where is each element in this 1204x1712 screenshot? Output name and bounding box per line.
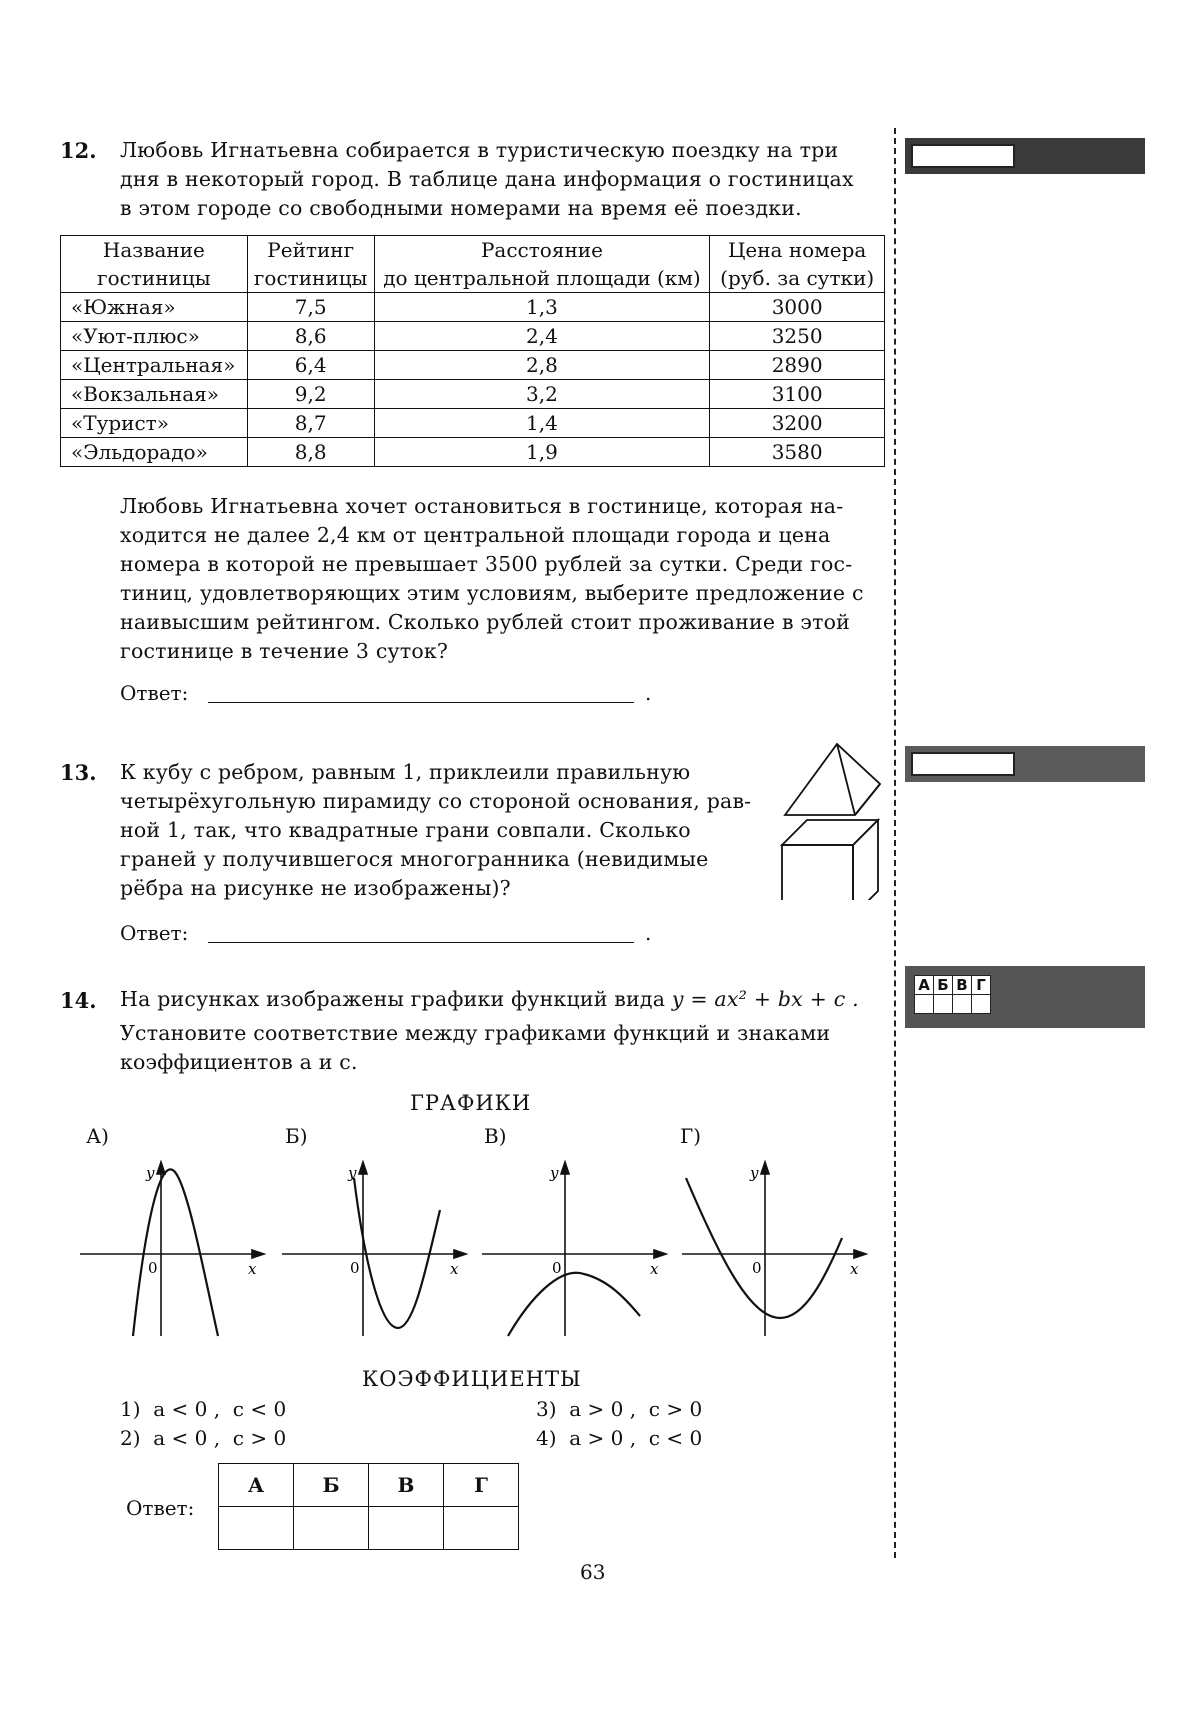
answer-12-period: . [645,681,652,705]
answer-box-12 [905,138,1145,174]
answer-cell-g[interactable] [444,1507,519,1550]
y-axis-arrow [761,1162,769,1174]
y-axis-label: y [750,1164,759,1182]
abvg-header [915,976,991,995]
table-row [61,322,885,351]
origin-label: 0 [350,1259,360,1277]
text-line: четырёхугольную пирамиду со стороной основания, рав- [120,789,752,813]
graph-v [480,1158,670,1343]
graph-b [280,1158,470,1343]
cell-name: «Эльдорадо» [61,438,248,467]
y-axis-label: y [550,1164,559,1182]
graph-label-g: Г) [680,1124,702,1148]
coefficients-heading: КОЭФФИЦИЕНТЫ [362,1367,582,1391]
answer-col-b: Б [294,1464,369,1507]
body-line: наивысшим рейтингом. Сколько рублей стоит проживание в этой [120,610,851,634]
cut-line [894,128,896,1558]
parabola-curve [354,1178,440,1328]
option-1: 1) a < 0 , c < 0 [120,1397,287,1421]
cell-name: «Центральная» [61,351,248,380]
table-header-row [61,264,885,293]
cell-price: 3100 [710,380,885,409]
header-distance: Расстояние [374,236,710,265]
answer-13-field[interactable] [208,920,634,943]
answer-14-label: Ответ: [126,1496,195,1520]
cell-price: 2890 [710,351,885,380]
y-axis-label: y [348,1164,357,1182]
answer-input-row [219,1507,519,1550]
x-axis-arrow [854,1250,866,1258]
answer-col-a: А [219,1464,294,1507]
answer-box-12-field[interactable] [911,144,1015,168]
abvg-b: Б [934,976,953,995]
problem-14-text: На рисунках изображены графики функций вида [120,987,672,1011]
answer-cell-v[interactable] [369,1507,444,1550]
cell-rating: 8,7 [247,409,374,438]
header-distance-2: до центральной площади (км) [374,264,710,293]
abvg-v: В [953,976,972,995]
abvg-cell-g[interactable] [972,995,991,1014]
y-axis-arrow [561,1162,569,1174]
problem-13-text [120,758,752,903]
cell-name: «Вокзальная» [61,380,248,409]
answer-box-14-grid [914,975,991,1014]
header-name: Название [61,236,248,265]
cell-price: 3000 [710,293,885,322]
parabola-curve [133,1169,218,1336]
cell-distance: 1,9 [374,438,710,467]
answer-box-13 [905,746,1145,782]
text-line: рёбра на рисунке не изображены)? [120,876,511,900]
cell-name: «Южная» [61,293,248,322]
pyramid-edge [837,744,855,815]
graph-label-b: Б) [285,1124,308,1148]
graph-a [78,1158,268,1343]
option-3: 3) a > 0 , c > 0 [536,1397,703,1421]
page-number: 63 [580,1560,606,1584]
problem-14-text-rest [120,1019,885,1077]
answer-13-label: Ответ: [120,921,189,945]
pyramid-base-edge [855,784,880,815]
origin-label: 0 [752,1259,762,1277]
x-axis-arrow [454,1250,466,1258]
header-price: Цена номера [710,236,885,265]
abvg-g: Г [972,976,991,995]
intro-line: дня в некоторый город. В таблице дана информация о гостиницах [120,167,854,191]
cell-distance: 2,4 [374,322,710,351]
answer-cell-b[interactable] [294,1507,369,1550]
abvg-cell-v[interactable] [953,995,972,1014]
parabola-curve [508,1273,640,1336]
formula: y = ax² + bx + c . [671,987,859,1011]
cell-rating: 8,8 [247,438,374,467]
problem-12-intro [120,136,885,223]
abvg-cell-b[interactable] [934,995,953,1014]
cell-distance: 2,8 [374,351,710,380]
cell-price: 3200 [710,409,885,438]
header-rating-2: гостиницы [247,264,374,293]
cube-top [782,820,878,845]
x-axis-label: x [850,1260,859,1278]
abvg-cells [915,995,991,1014]
answer-col-v: В [369,1464,444,1507]
answer-12-label: Ответ: [120,681,189,705]
x-axis-label: x [248,1260,257,1278]
problem-12-body [120,492,885,666]
table-row [61,351,885,380]
x-axis-label: x [650,1260,659,1278]
cube-side [853,820,878,900]
x-axis-arrow [654,1250,666,1258]
cube-pyramid-figure [775,740,890,900]
parabola-curve [686,1178,842,1318]
cell-distance: 1,4 [374,409,710,438]
cell-rating: 6,4 [247,351,374,380]
answer-13-period: . [645,921,652,945]
graph-label-a: А) [86,1124,109,1148]
cell-distance: 1,3 [374,293,710,322]
body-line: тиниц, удовлетворяющих этим условиям, выберите предложение с [120,581,864,605]
answer-header-row [219,1464,519,1507]
hotels-table [60,235,885,467]
answer-12-field[interactable] [208,680,634,703]
table-row [61,409,885,438]
header-rating: Рейтинг [247,236,374,265]
y-axis-label: y [146,1164,155,1182]
answer-col-g: Г [444,1464,519,1507]
cell-rating: 8,6 [247,322,374,351]
x-axis-label: x [450,1260,459,1278]
cube-front [782,845,853,900]
body-line: гостинице в течение 3 суток? [120,639,449,663]
answer-cell-a[interactable] [219,1507,294,1550]
abvg-a: А [915,976,934,995]
text-line: К кубу с ребром, равным 1, приклеили правильную [120,760,691,784]
cell-price: 3580 [710,438,885,467]
text-line: ной 1, так, что квадратные грани совпали. Сколько [120,818,691,842]
body-line: номера в которой не превышает 3500 рублей за сутки. Среди гос- [120,552,853,576]
header-price-2: (руб. за сутки) [710,264,885,293]
option-2: 2) a < 0 , c > 0 [120,1426,287,1450]
cell-name: «Турист» [61,409,248,438]
table-row [61,438,885,467]
answer-box-13-field[interactable] [911,752,1015,776]
body-line: Любовь Игнатьевна хочет остановиться в гостинице, которая на- [120,494,844,518]
option-4: 4) a > 0 , c < 0 [536,1426,703,1450]
table-row [61,380,885,409]
abvg-cell-a[interactable] [915,995,934,1014]
problem-13-number: 13. [60,760,97,785]
table-row [61,293,885,322]
text-line: граней у получившегося многогранника (невидимые [120,847,709,871]
cell-name: «Уют-плюс» [61,322,248,351]
text-line: коэффициентов a и c. [120,1050,358,1074]
problem-12-number: 12. [60,138,97,163]
origin-label: 0 [552,1259,562,1277]
text-line: Установите соответствие между графиками функций и знаками [120,1021,831,1045]
graph-label-v: В) [484,1124,507,1148]
cell-rating: 9,2 [247,380,374,409]
header-name-2: гостиницы [61,264,248,293]
table-header-row [61,236,885,265]
intro-line: Любовь Игнатьевна собирается в туристическую поездку на три [120,138,839,162]
origin-label: 0 [148,1259,158,1277]
x-axis-arrow [252,1250,264,1258]
cell-distance: 3,2 [374,380,710,409]
cell-rating: 7,5 [247,293,374,322]
y-axis-arrow [157,1162,165,1174]
graph-g [680,1158,870,1343]
y-axis-arrow [359,1162,367,1174]
body-line: ходится не далее 2,4 км от центральной площади города и цена [120,523,831,547]
intro-line: в этом городе со свободными номерами на время её поездки. [120,196,802,220]
graphs-heading: ГРАФИКИ [410,1091,532,1115]
answer-14-table [218,1463,519,1550]
pyramid-outline [785,744,880,815]
cell-price: 3250 [710,322,885,351]
problem-14-line1 [120,985,890,1014]
problem-14-number: 14. [60,988,97,1013]
